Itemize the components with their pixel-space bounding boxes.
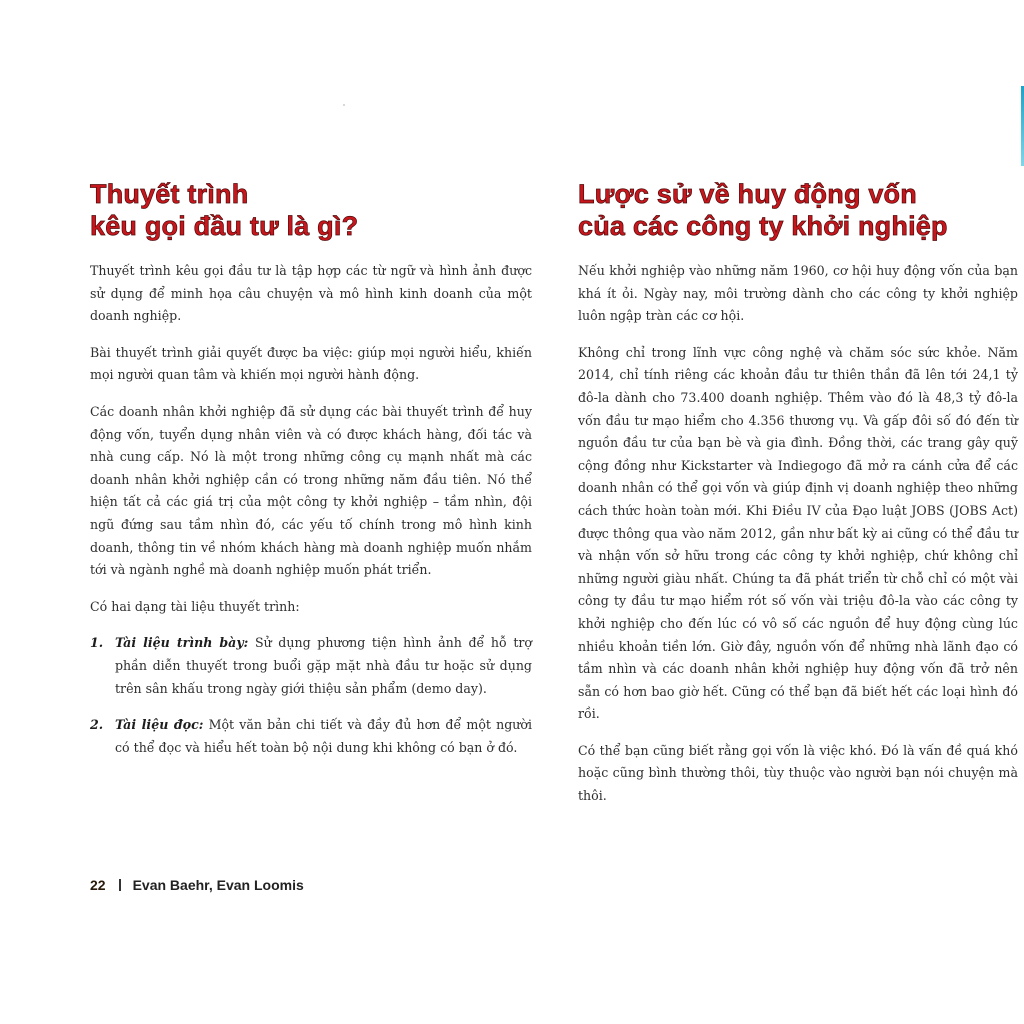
list-number: 1. bbox=[90, 635, 104, 651]
paragraph: Thuyết trình kêu gọi đầu tư là tập hợp các từ ngữ và hình ảnh được sử dụng để minh họa câu chuyện và mô hình kinh doanh của một doanh nghiệp. bbox=[90, 263, 532, 324]
left-page bbox=[90, 178, 532, 773]
list-number: 2. bbox=[90, 717, 104, 733]
heading-line-2: của các công ty khởi nghiệp bbox=[578, 211, 948, 241]
page-number: 22 bbox=[90, 877, 106, 893]
left-page-heading bbox=[90, 178, 532, 242]
list-text: Sử dụng phương tiện hình ảnh để hỗ trợ phần diễn thuyết trong buổi gặp mặt nhà đầu tư hoặc sử dụng trên sân khấu trong ngày giới thiệu sản phẩm (demo day). bbox=[115, 635, 533, 696]
paragraph: Có hai dạng tài liệu thuyết trình: bbox=[90, 598, 300, 614]
list-term: Tài liệu đọc: bbox=[115, 717, 204, 733]
footer-authors: Evan Baehr, Evan Loomis bbox=[132, 877, 304, 893]
right-page-heading bbox=[578, 178, 1018, 242]
paragraph: Bài thuyết trình giải quyết được ba việc: giúp mọi người hiểu, khiến mọi người quan tâm và khiến mọi người hành động. bbox=[90, 344, 532, 383]
heading-line-1: Lược sử về huy động vốn bbox=[578, 179, 917, 209]
list-text: Một văn bản chi tiết và đầy đủ hơn để một người có thể đọc và hiểu hết toàn bộ nội dung khi không có bạn ở đó. bbox=[115, 717, 533, 755]
list-item bbox=[90, 632, 532, 700]
heading-line-2: kêu gọi đầu tư là gì? bbox=[90, 211, 359, 241]
footer-separator bbox=[119, 879, 121, 891]
paragraph: Có thể bạn cũng biết rằng gọi vốn là việc khó. Đó là vấn đề quá khó hoặc cũng bình thường thôi, tùy thuộc vào người bạn nói chuyện mà thôi. bbox=[578, 742, 1018, 804]
paragraph: Không chỉ trong lĩnh vực công nghệ và chăm sóc sức khỏe. Năm 2014, chỉ tính riêng các khoản đầu tư thiên thần đã lên tới 24,1 tỷ đô-la dành cho 73.400 doanh nghiệp. Thêm vào đó là 48,3 tỷ đô-la vốn đầu tư mạo hiểm cho 4.356 thương vụ. Và gấp đôi số đó đến từ nguồn đầu tư của bạn bè và gia đình. Đồng thời, các trang gây quỹ cộng đồng như Kickstarter và Indiegogo đã mở ra cánh cửa để các doanh nhân có thể gọi vốn và giúp định vị doanh nghiệp theo những cách thức hoàn toàn mới. Khi Điều IV của Đạo luật JOBS (JOBS Act) được thông qua vào năm 2012, gần như bất kỳ ai cũng có thể đầu tư và nhận vốn sở hữu trong các công ty khởi nghiệp, chứ không chỉ những người giàu nhất. Chúng ta đã phát triển từ chỗ chỉ có một vài công ty đầu tư mạo hiểm rót số vốn vài triệu đô-la vào các công ty khởi nghiệp cho đến lúc có vô số các nguồn để huy động cùng lúc nhiều khoản tiền lớn. Giờ đây, nguồn vốn để những nhà lãnh đạo có tầm nhìn và các doanh nhân khởi nghiệp huy động vốn đã trở nên sẵn có hơn bao giờ hết. Cũng có thể bạn đã biết hết các loại hình đó rồi. bbox=[578, 344, 1018, 722]
right-page bbox=[578, 178, 1018, 822]
heading-line-1: Thuyết trình bbox=[90, 179, 249, 209]
document-types-list bbox=[90, 632, 532, 759]
print-speck bbox=[343, 104, 345, 106]
paragraph: Các doanh nhân khởi nghiệp đã sử dụng các bài thuyết trình để huy động vốn, tuyển dụng nhân viên và có được khách hàng, đối tác và nhà cung cấp. Nó là một trong những công cụ mạnh nhất mà các doanh nhân khởi nghiệp cần có trong những năm đầu tiên. Nó thể hiện tất cả các giá trị của một công ty khởi nghiệp – tầm nhìn, đội ngũ đứng sau tầm nhìn đó, các yếu tố chính trong mô hình kinh doanh, thông tin về nhóm khách hàng mà doanh nghiệp muốn nhắm tới và ngành nghề mà doanh nghiệp muốn phát triển. bbox=[90, 403, 532, 578]
list-item bbox=[90, 714, 532, 759]
page-footer bbox=[90, 877, 304, 893]
list-term: Tài liệu trình bày: bbox=[115, 635, 249, 651]
paragraph: Nếu khởi nghiệp vào những năm 1960, cơ hội huy động vốn của bạn khá ít ỏi. Ngày nay, môi trường dành cho các công ty khởi nghiệp luôn ngập tràn các cơ hội. bbox=[578, 263, 1018, 324]
